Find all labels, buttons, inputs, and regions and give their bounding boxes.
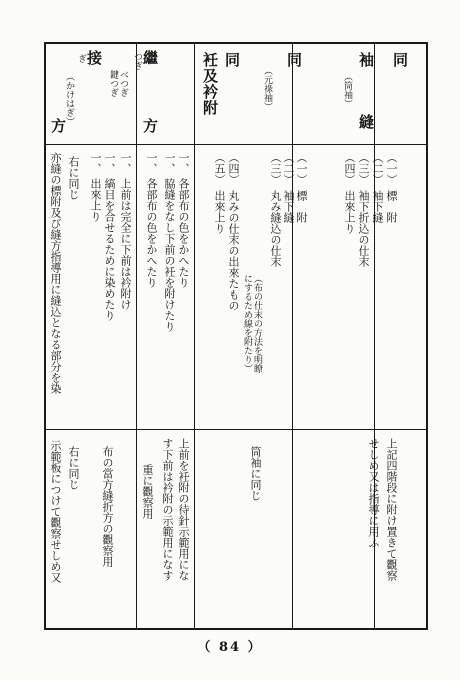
col1-item-3-text: 袖下折込の仕末: [357, 190, 370, 267]
col2-note: 筒袖に同じ: [249, 446, 262, 501]
col4-item-1-text: 各部布の色をかへたり: [145, 178, 158, 288]
header-col5-title-a: 接: [85, 50, 103, 66]
col1-item-1-num: （一）: [385, 152, 398, 185]
header-col4-title-b: 方: [141, 118, 159, 134]
header-col1-sub: （筒袖）: [342, 72, 352, 108]
col2-item-3-num: （三）: [269, 152, 282, 185]
col2-item-5-num: （五）: [213, 152, 226, 185]
col2-item-1-text: 標 附: [295, 190, 308, 223]
header-col2-sub: （元祿袖）: [262, 66, 272, 111]
col4-item-2-num: 一、: [119, 152, 132, 174]
col5-item-2-num: 一、: [89, 152, 102, 174]
col2-item-2-text: 袖下縫: [282, 190, 295, 223]
col2-paren-b: にするため線を附たり）: [242, 274, 252, 373]
col3-note-a: 上前を衽附の待針示範用にな: [177, 438, 190, 581]
col1-item-2-text: 袖下縫: [371, 190, 384, 223]
col3-item-1-text: 各部布の色をかへたり: [177, 178, 190, 288]
column-divider: [136, 44, 137, 628]
col6-text: 右に同じ: [67, 156, 80, 200]
header-col4-title-a: 繼: [141, 50, 159, 66]
col2-item-4-text: 丸みの仕末の出來たもの: [227, 190, 240, 311]
header-divider: [46, 144, 426, 145]
col5-note: 布の當方縫折方の觀察用: [101, 446, 114, 567]
col2-item-2-num: （二）: [282, 152, 295, 185]
col2-item-1-num: （一）: [295, 152, 308, 185]
col5-item-1-text: 縞目を合せるために染めたり: [103, 178, 116, 321]
col1-item-4-num: （四）: [343, 152, 356, 185]
col7-text: 亦縫の標附及び縫方指導用に縫込となる部分を染: [49, 152, 62, 394]
column-divider: [194, 44, 195, 628]
page-number: （ 84 ）: [197, 640, 263, 655]
col3-item-1-num: 一、: [177, 152, 190, 174]
col7-note: 示範板につけて觀察せしめ又: [49, 440, 62, 583]
table-frame: [44, 42, 428, 630]
col4-item-1-num: 一、: [145, 152, 158, 174]
col4-item-2-text: 上前は完全に下前は衿附け: [119, 178, 132, 310]
col1-item-4-text: 出來上り: [343, 190, 356, 234]
header-col5-sub: （かけはぎ）: [64, 72, 74, 126]
col1-item-3-num: （三）: [357, 152, 370, 185]
header-col1-title-c: 縫: [357, 114, 375, 130]
col1-note-b: せしめ又は指導に用ふ: [367, 438, 380, 548]
header-col4-sub-a: べつぎ: [118, 70, 128, 97]
header-col5-title-b: 方: [49, 118, 67, 134]
col2-item-5-text: 出來上り: [213, 190, 226, 234]
column-divider: [292, 44, 293, 628]
col4-note: 重に觀察用: [141, 464, 154, 519]
col6-note: 右に同じ: [67, 446, 80, 490]
col2-item-3-text: 丸み縫込の仕末: [269, 190, 282, 267]
col1-note-a: 上記四階段に附け置きて觀察: [385, 438, 398, 581]
col2-paren-a: （布の仕末の方法を明瞭: [252, 274, 262, 373]
col1-item-2-num: （二）: [371, 152, 384, 185]
header-col3-title-a: 同: [223, 52, 241, 68]
col5-item-1-num: 一、: [103, 152, 116, 174]
header-col1-title-a: 同: [391, 52, 409, 68]
header-col3-title-b: 衽及衿附: [201, 52, 219, 116]
col3-item-2-text: 脇縫をなし下前の衽を附けたり: [163, 178, 176, 332]
header-col4-sub-b: 鍵つぎ: [108, 70, 118, 97]
col3-item-2-num: 一、: [163, 152, 176, 174]
header-col5-ruby: ぎ: [76, 54, 86, 63]
header-col4-ruby: つぎ: [132, 52, 142, 70]
col1-item-1-text: 標 附: [385, 190, 398, 223]
col5-item-2-text: 出來上り: [89, 178, 102, 222]
header-col2-title: 同: [285, 52, 303, 68]
note-divider: [46, 429, 426, 430]
header-col1-title-b: 袖: [357, 52, 375, 68]
col2-item-4-num: （四）: [227, 152, 240, 185]
col3-note-b: す下前は衿附の示範用になす: [161, 438, 174, 581]
